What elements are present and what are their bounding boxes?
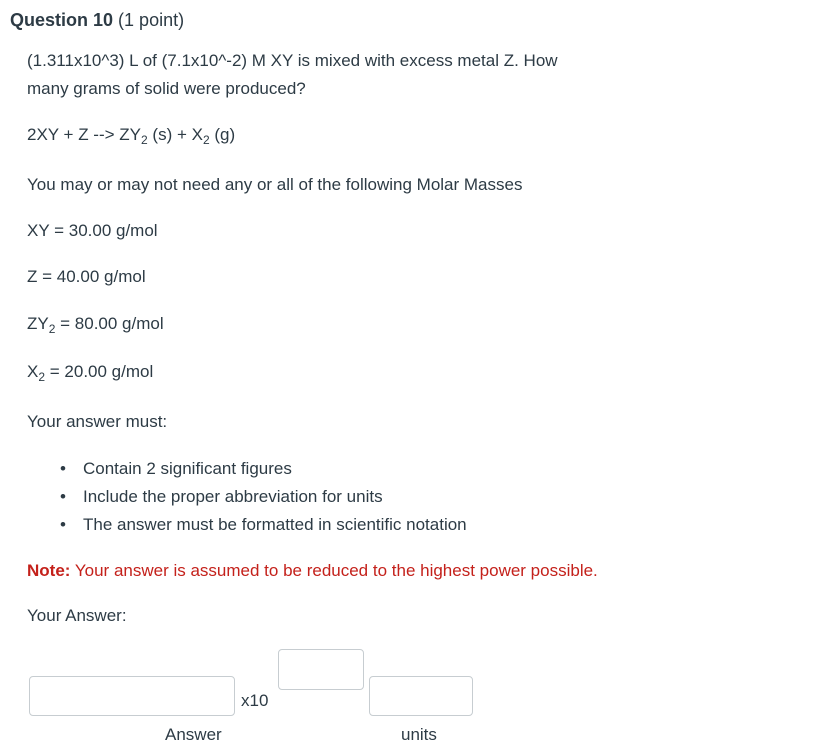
question-title: Question 10 xyxy=(10,10,114,30)
chemical-equation xyxy=(27,121,235,148)
x2-subscript: 2 xyxy=(38,370,46,384)
x2-value: = 20.00 g/mol xyxy=(45,362,154,381)
molar-mass-x2 xyxy=(27,358,153,385)
zy2-subscript: 2 xyxy=(48,322,56,336)
note xyxy=(27,557,598,584)
note-label: Note: xyxy=(27,561,71,580)
equation-subscript-2: 2 xyxy=(202,133,210,147)
question-header xyxy=(10,10,184,31)
answer-mantissa-input[interactable] xyxy=(29,676,235,716)
zy2-value: = 80.00 g/mol xyxy=(55,314,164,333)
list-item: • Include the proper abbreviation for units xyxy=(60,483,467,511)
x2-label: X xyxy=(27,362,39,381)
zy2-label: ZY xyxy=(27,314,49,333)
question-points: (1 point) xyxy=(118,10,185,30)
answer-heading: Your Answer: xyxy=(27,606,127,625)
molar-mass-intro: You may or may not need any or all of the following Molar Masses xyxy=(27,175,523,194)
list-item: • The answer must be formatted in scientific notation xyxy=(60,511,467,539)
list-item: • Contain 2 significant figures xyxy=(60,455,467,483)
question-prompt-line-1: (1.311x10^3) L of (7.1x10^-2) M XY is mixed with excess metal Z. How xyxy=(27,51,558,70)
equation-part-2: (s) + X xyxy=(147,125,203,144)
molar-mass-xy: XY = 30.00 g/mol xyxy=(27,221,158,240)
answer-caption: Answer xyxy=(165,725,222,744)
units-input[interactable] xyxy=(369,676,473,716)
requirements-list xyxy=(60,455,467,539)
molar-mass-zy2 xyxy=(27,310,164,337)
equation-part-1: 2XY + Z --> ZY xyxy=(27,125,142,144)
note-text: Your answer is assumed to be reduced to the highest power possible. xyxy=(70,561,598,580)
equation-part-3: (g) xyxy=(209,125,236,144)
equation-subscript-1: 2 xyxy=(141,133,148,147)
exponent-input[interactable] xyxy=(278,649,364,690)
requirements-intro: Your answer must: xyxy=(27,412,168,431)
units-caption: units xyxy=(401,725,437,744)
question-prompt-line-2: many grams of solid were produced? xyxy=(27,79,306,98)
times-ten-label: x10 xyxy=(241,691,269,710)
molar-mass-z: Z = 40.00 g/mol xyxy=(27,267,146,286)
